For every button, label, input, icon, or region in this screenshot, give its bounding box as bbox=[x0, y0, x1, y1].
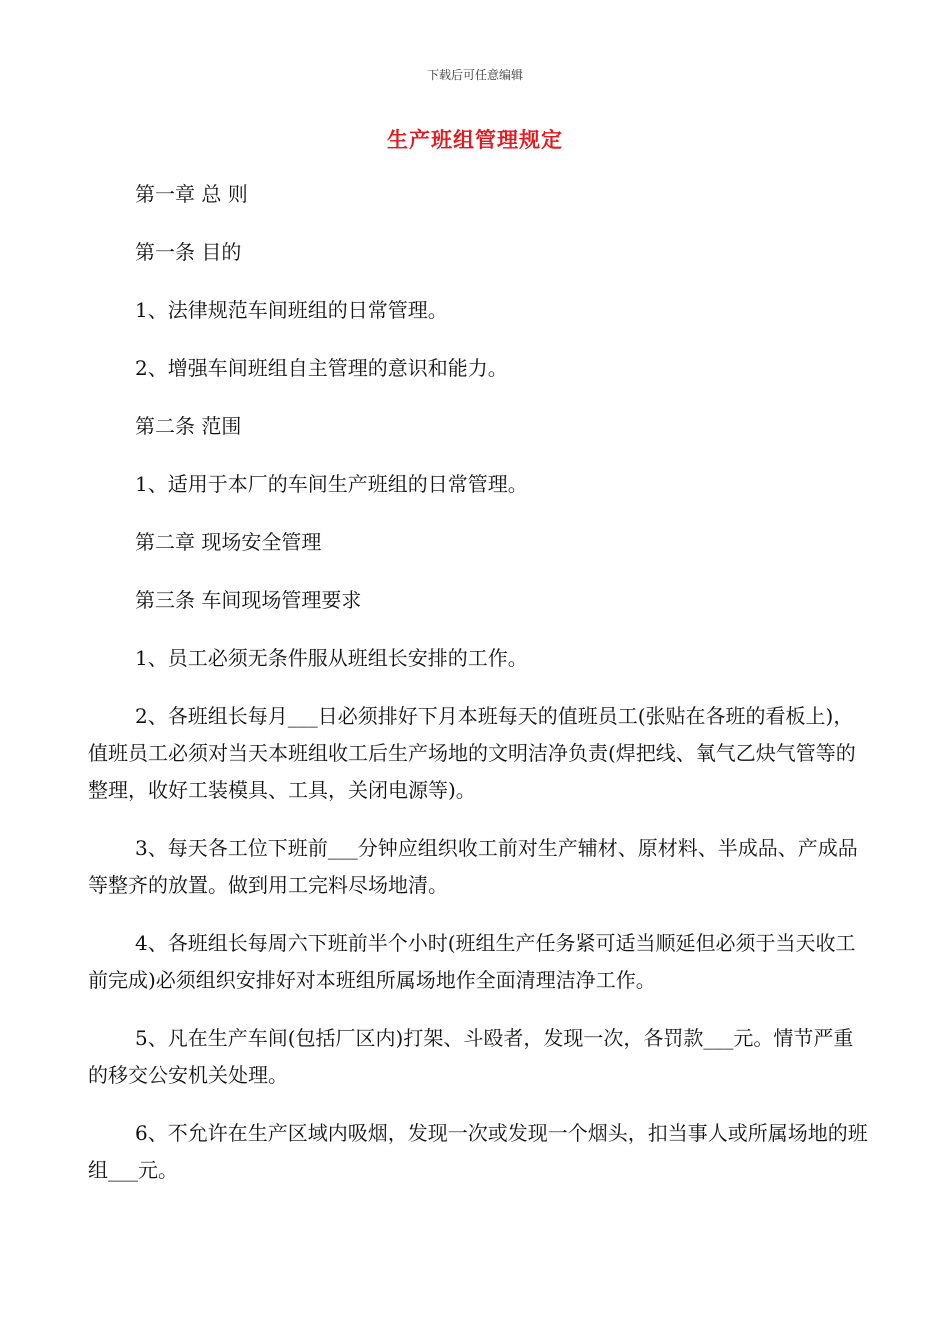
clause-paragraph: 6、不允许在生产区域内吸烟，发现一次或发现一个烟头，扣当事人或所属场地的班组___元。 bbox=[88, 1121, 868, 1182]
header-note: 下载后可任意编辑 bbox=[426, 68, 523, 82]
clause: 2、增强车间班组自主管理的意识和能力。 bbox=[135, 356, 508, 380]
document-title: 生产班组管理规定 bbox=[387, 128, 563, 152]
article-heading: 第二条 范围 bbox=[135, 414, 242, 438]
clause: 1、员工必须无条件服从班组长安排的工作。 bbox=[135, 646, 528, 670]
chapter-heading: 第一章 总 则 bbox=[135, 182, 248, 206]
clause-paragraph: 3、每天各工位下班前___分钟应组织收工前对生产辅材、原材料、半成品、产成品等整齐的放置。做到用工完料尽场地清。 bbox=[88, 836, 858, 897]
clause-paragraph: 2、各班组长每月___日必须排好下月本班每天的值班员工(张贴在各班的看板上)，值班员工必须对当天本班组收工后生产场地的文明洁净负责(焊把线、氧气乙炔气管等的整理，收好工装模具、工具，关闭电源等)。 bbox=[88, 704, 856, 802]
clause-paragraph: 5、凡在生产车间(包括厂区内)打架、斗殴者，发现一次，各罚款___元。情节严重的移交公安机关处理。 bbox=[88, 1026, 854, 1087]
document-body bbox=[88, 176, 868, 1210]
article-heading: 第三条 车间现场管理要求 bbox=[135, 588, 362, 612]
chapter-heading: 第二章 现场安全管理 bbox=[135, 530, 322, 554]
clause: 1、法律规范车间班组的日常管理。 bbox=[135, 298, 448, 322]
clause: 1、适用于本厂的车间生产班组的日常管理。 bbox=[135, 472, 528, 496]
clause-paragraph: 4、各班组长每周六下班前半个小时(班组生产任务紧可适当顺延但必须于当天收工前完成)必须组织安排好对本班组所属场地作全面清理洁净工作。 bbox=[88, 931, 856, 992]
article-heading: 第一条 目的 bbox=[135, 240, 242, 264]
